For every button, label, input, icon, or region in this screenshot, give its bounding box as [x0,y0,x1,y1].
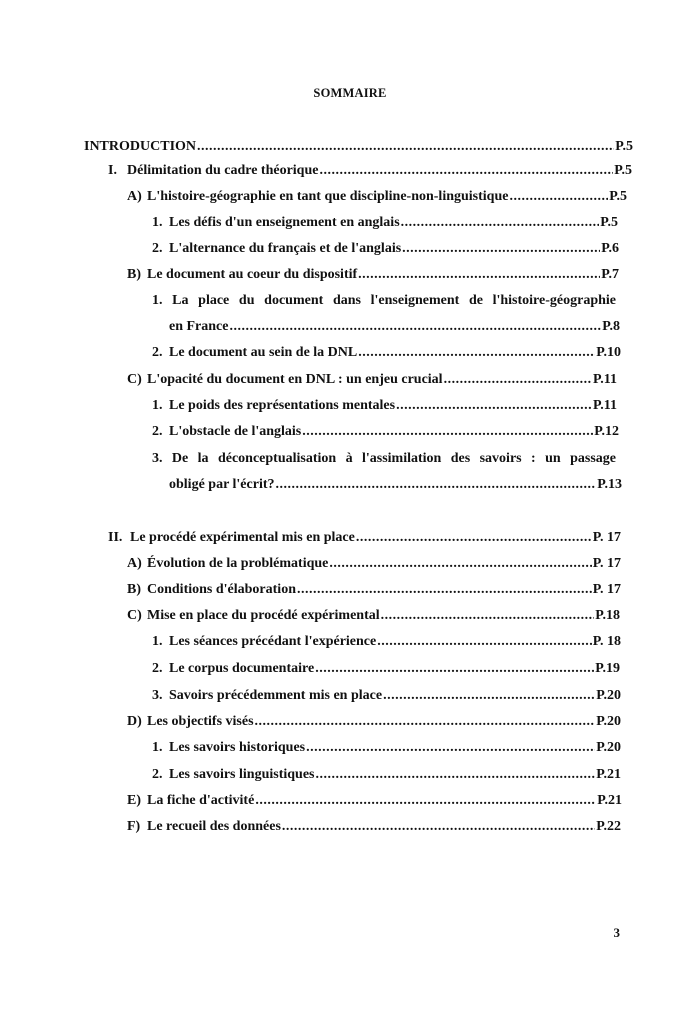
toc-entry-number: 1. [152,398,163,413]
toc-entry-2c-1 [152,633,621,651]
toc-entry-page: P.6 [601,241,619,256]
toc-entry-label: Conditions d'élaboration [147,582,296,597]
toc-entry-1c-3-line-1 [152,450,616,468]
toc-entry-number: 3. [152,688,163,703]
toc-entry-introduction [84,138,633,156]
toc-entry-section-2d [127,713,621,731]
toc-entry-label: en France [169,319,229,334]
dot-leader [383,687,595,705]
toc-entry-section-1c [127,371,617,389]
dot-leader [358,344,595,362]
toc-entry-page: P. 17 [592,530,621,545]
toc-entry-1a-2 [152,240,619,258]
toc-entry-1b-2 [152,344,621,362]
toc-entry-page: P.21 [596,767,621,782]
toc-entry-part-1 [108,162,632,180]
toc-entry-page: P.20 [596,714,621,729]
toc-entry-section-2e [127,792,622,810]
toc-entry-section-2b [127,581,621,599]
toc-title: SOMMAIRE [313,86,387,100]
toc-word: savoirs [479,451,522,466]
toc-entry-label: Délimitation du cadre théorique [127,163,319,178]
toc-word: : [531,451,536,466]
dot-leader [302,423,593,441]
toc-entry-label: Les objectifs visés [147,714,254,729]
toc-entry-page: P.10 [596,345,621,360]
toc-entry-2d-1 [152,739,621,757]
toc-entry-page: P.5 [609,189,627,204]
toc-entry-number: 2. [152,767,163,782]
toc-entry-section-2c [127,607,620,625]
toc-word: à [345,451,353,466]
toc-entry-label: Les savoirs historiques [169,740,306,755]
dot-leader [381,607,595,625]
toc-entry-page: P. 18 [592,634,621,649]
toc-entry-label: Le document au coeur du dispositif [147,267,358,282]
toc-entry-part-2 [108,529,621,547]
dot-leader [282,818,595,836]
toc-entry-number: 1. [152,634,163,649]
toc-entry-2c-2 [152,660,620,678]
toc-entry-1c-1 [152,397,617,415]
dot-leader [329,555,591,573]
toc-entry-number: C) [127,608,142,623]
toc-entry-page: P.11 [593,398,617,413]
toc-entry-label: L'alternance du français et de l'anglais [169,241,402,256]
toc-entry-label: INTRODUCTION [84,139,197,154]
dot-leader [315,660,594,678]
toc-entry-page: P. 17 [592,582,621,597]
dot-leader [509,188,608,206]
toc-entry-section-2f [127,818,621,836]
toc-entry-label: obligé par l'écrit? [169,477,275,492]
toc-entry-2d-2 [152,766,621,784]
toc-entry-label: L'histoire-géographie en tant que discipline-non-linguistique [147,189,509,204]
toc-entry-page: P.18 [595,608,620,623]
dot-leader [306,739,595,757]
toc-entry-number: C) [127,372,142,387]
toc-entry-number: F) [127,819,141,834]
toc-entry-number: I. [108,163,117,178]
dot-leader [276,476,597,494]
toc-entry-number: E) [127,793,141,808]
toc-entry-page: P.8 [602,319,620,334]
toc-word: La [172,293,189,308]
toc-entry-number: II. [108,530,123,545]
toc-entry-number: 1. [152,293,163,308]
toc-word: de [468,293,483,308]
toc-entry-page: P.22 [596,819,621,834]
toc-entry-number: 2. [152,345,163,360]
toc-entry-number: 1. [152,215,163,230]
toc-word: du [238,293,255,308]
toc-entry-page: P.20 [596,688,621,703]
dot-leader [356,529,592,547]
toc-entry-section-1b [127,266,619,284]
dot-leader [377,633,591,651]
toc-word: un [545,451,561,466]
toc-entry-1c-2 [152,423,619,441]
dot-leader [358,266,600,284]
toc-word: De [171,451,189,466]
toc-word: dans [332,293,361,308]
toc-entry-label: Les séances précédant l'expérience [169,634,377,649]
toc-entry-label: L'obstacle de l'anglais [169,424,302,439]
toc-word: la [197,451,209,466]
toc-entry-number: 2. [152,661,163,676]
dot-leader [197,138,614,156]
toc-entry-page: P. 17 [592,556,621,571]
dot-leader [444,371,592,389]
toc-entry-label: Les défis d'un enseignement en anglais [169,215,400,230]
toc-entry-page: P.12 [594,424,619,439]
toc-entry-number: A) [127,556,142,571]
toc-word: des [450,451,471,466]
toc-entry-page: P.20 [596,740,621,755]
toc-entry-label: Mise en place du procédé expérimental [147,608,380,623]
dot-leader [402,240,600,258]
page-number: 3 [613,925,620,940]
toc-entry-number: 2. [152,241,163,256]
toc-entry-number: D) [127,714,142,729]
toc-word: l'assimilation [361,451,442,466]
toc-entry-1b-1-line-1 [152,292,616,310]
toc-entry-1a-1 [152,214,618,232]
toc-entry-section-1a [127,188,627,206]
toc-entry-label: Le corpus documentaire [169,661,315,676]
toc-entry-page: P.5 [615,139,633,154]
toc-entry-number: 2. [152,424,163,439]
toc-entry-page: P.11 [593,372,617,387]
dot-leader [396,397,592,415]
toc-entry-number: B) [127,582,141,597]
toc-word: passage [570,451,616,466]
toc-word: place [198,293,230,308]
toc-entry-page: P.13 [597,477,622,492]
dot-leader [315,766,595,784]
toc-entry-page: P.7 [601,267,619,282]
toc-entry-label: Les savoirs linguistiques [169,767,315,782]
dot-leader [255,713,596,731]
toc-entry-page: P.19 [595,661,620,676]
toc-word: l'histoire-géographie [492,293,616,308]
toc-entry-page: P.21 [597,793,622,808]
toc-entry-label: Le document au sein de la DNL [169,345,358,360]
toc-entry-page: P.5 [600,215,618,230]
toc-word: document [264,293,324,308]
dot-leader [297,581,592,599]
toc-entry-2c-3 [152,687,621,705]
toc-entry-label: Savoirs précédemment mis en place [169,688,383,703]
toc-entry-number: B) [127,267,141,282]
toc-entry-label: Évolution de la problématique [147,556,329,571]
toc-entry-label: L'opacité du document en DNL : un enjeu crucial [147,372,443,387]
toc-word: déconceptualisation [217,451,337,466]
dot-leader [401,214,600,232]
toc-word: l'enseignement [370,293,460,308]
toc-entry-page: P.5 [614,163,632,178]
toc-entry-1c-3-line-2 [169,476,622,494]
dot-leader [229,318,601,336]
toc-entry-section-2a [127,555,621,573]
toc-entry-label: La fiche d'activité [147,793,255,808]
toc-entry-label: Le procédé expérimental mis en place [130,530,355,545]
toc-entry-1b-1-line-2 [169,318,620,336]
dot-leader [255,792,596,810]
toc-entry-number: 1. [152,740,163,755]
toc-entry-label: Le poids des représentations mentales [169,398,396,413]
toc-entry-number: 3. [152,451,163,466]
toc-entry-number: A) [127,189,142,204]
toc-entry-label: Le recueil des données [147,819,281,834]
dot-leader [319,162,613,180]
